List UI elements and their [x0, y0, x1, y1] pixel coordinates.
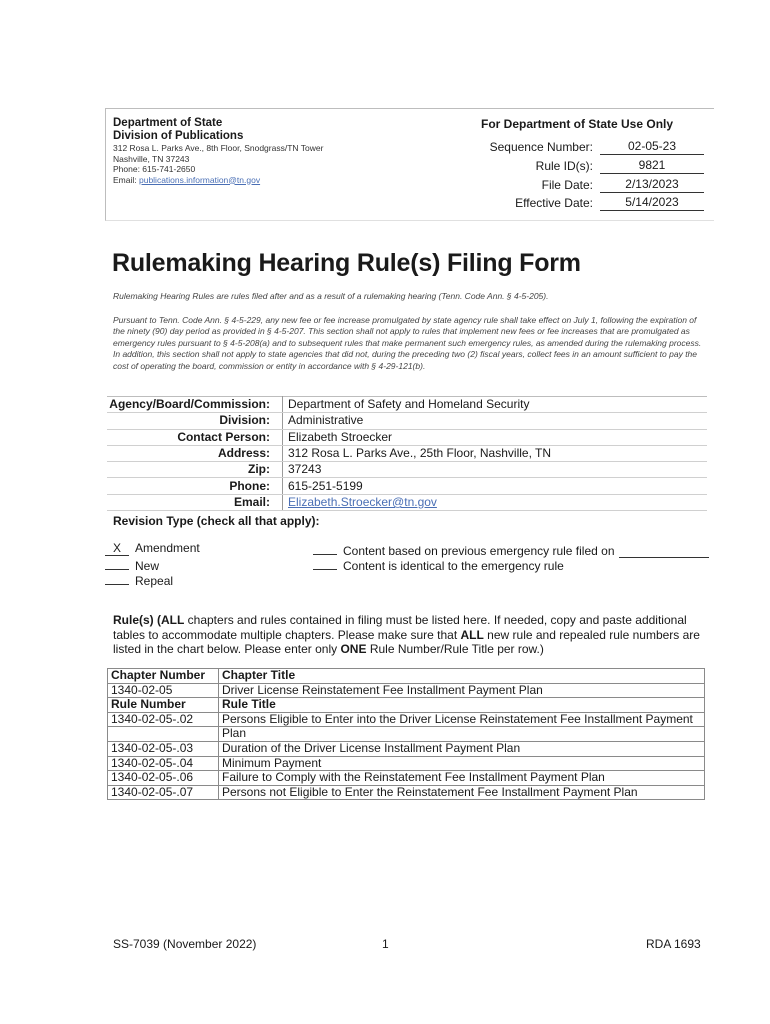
agency-value: Department of Safety and Homeland Security: [283, 397, 708, 413]
zip-label: Zip:: [107, 462, 283, 478]
agency-row: [107, 397, 707, 413]
footer-rda: RDA 1693: [646, 937, 701, 951]
table-row: [108, 785, 705, 800]
contact-label: Contact Person:: [107, 429, 283, 445]
zip-value: 37243: [283, 462, 708, 478]
rule-number-cell: 1340-02-05-.02: [108, 712, 219, 727]
emergency-date-field[interactable]: [619, 545, 709, 558]
content-identical-label: Content is identical to the emergency rule: [343, 559, 564, 573]
form-title: Rulemaking Hearing Rule(s) Filing Form: [112, 249, 581, 277]
sequence-number-label: Sequence Number:: [489, 140, 593, 154]
phone-value: 615-251-5199: [283, 478, 708, 494]
rules-intro-mid-2: new rule and repealed rule numbers are listed in the chart below. Please enter only: [113, 627, 700, 656]
rules-table: [107, 668, 705, 800]
new-label: New: [135, 559, 160, 573]
rule-title-cell: Persons not Eligible to Enter the Reinstatement Fee Installment Payment Plan: [219, 785, 705, 800]
phone-row: [107, 478, 707, 494]
chapter-title-header: Chapter Title: [219, 669, 705, 684]
rules-intro-end: Rule Number/Rule Title per row.): [366, 642, 544, 656]
file-date-row: [430, 176, 705, 194]
amendment-option[interactable]: [105, 541, 200, 556]
email-label-cell: Email:: [107, 494, 283, 510]
state-use-title: For Department of State Use Only: [481, 117, 674, 131]
email-link[interactable]: publications.information@tn.gov: [138, 174, 261, 185]
rule-title-cell: Plan: [219, 727, 705, 742]
rule-title-cell: Minimum Payment: [219, 756, 705, 771]
agency-table: [107, 396, 707, 511]
content-identical-option[interactable]: [313, 556, 564, 573]
phone-label: Phone:: [107, 478, 283, 494]
contact-value: Elizabeth Stroecker: [283, 429, 708, 445]
agency-label: Agency/Board/Commission:: [107, 397, 283, 413]
address-label: Address:: [107, 445, 283, 461]
fee-paragraph: Pursuant to Tenn. Code Ann. § 4-5-229, any new fee or fee increase promulgated by state agency rule shall take effect on July 1, following the expiration of the ninety (90) day period as provided in § 4-5-207. This section shall not apply to rules that implement new fees or fee increases that are promulgated as emergency rules pursuant to § 4-5-208(a) and to subsequent rules that make permanent such emergency rules, as amended during the rulemaking process. In addition, this section shall not apply to state agencies that did not, during the preceding two (2) fiscal years, collect fees in an amount sufficient to pay the cost of operating the board, commission or entity in accordance with § 4-29-121(b).: [113, 315, 702, 371]
rule-title-cell: Failure to Comply with the Reinstatement Fee Installment Payment Plan: [219, 771, 705, 786]
rules-intro-all-2: ALL: [460, 627, 484, 642]
rule-title-cell: Duration of the Driver License Installment Payment Plan: [219, 741, 705, 756]
content-based-label: Content based on previous emergency rule filed on: [343, 544, 615, 558]
table-row: [108, 756, 705, 771]
department-block: [113, 117, 323, 185]
table-row: [108, 712, 705, 727]
department-name: Department of State: [113, 117, 223, 129]
table-row: [108, 771, 705, 786]
address-value: 312 Rosa L. Parks Ave., 25th Floor, Nashville, TN: [283, 445, 708, 461]
content-identical-check[interactable]: [313, 556, 337, 570]
email-row: [107, 494, 707, 510]
email-label: Email:: [113, 174, 139, 185]
new-check[interactable]: [105, 556, 129, 570]
address-line-2: Nashville, TN 37243: [113, 153, 190, 164]
division-row: [107, 413, 707, 429]
rule-id-value: 9821: [600, 158, 704, 174]
table-row: [108, 727, 705, 742]
address-row: [107, 445, 707, 461]
form-subtitle: Rulemaking Hearing Rules are rules filed after and as a result of a rulemaking hearing (Tenn. Code Ann. § 4-5-205).: [113, 291, 549, 301]
rule-number-cell: 1340-02-05-.06: [108, 771, 219, 786]
rule-number-header: Rule Number: [108, 698, 219, 713]
rule-title-cell: Persons Eligible to Enter into the Driver License Reinstatement Fee Installment Payment: [219, 712, 705, 727]
rules-intro-mid-1: chapters and rules contained in filing must be listed here. If needed, copy and paste additional tables to accommodate multiple chapters. Please make sure that: [113, 613, 687, 642]
revision-heading: Revision Type (check all that apply):: [113, 514, 320, 528]
division-value: Administrative: [283, 413, 708, 429]
rule-number-cell: 1340-02-05-.04: [108, 756, 219, 771]
email-value-cell: [283, 494, 708, 510]
rules-intro-all-1: ALL: [161, 613, 185, 627]
footer-page-number: 1: [382, 937, 389, 951]
rule-number-cell: [108, 727, 219, 742]
email-line: [113, 175, 323, 186]
chapter-row: [108, 683, 705, 698]
effective-date-row: [430, 194, 705, 212]
repeal-option[interactable]: [105, 571, 173, 588]
phone-line: Phone: 615-741-2650: [113, 164, 196, 174]
contact-email-link[interactable]: Elizabeth.Stroecker@tn.gov: [288, 494, 437, 509]
file-date-value: 2/13/2023: [600, 177, 704, 193]
division-name: Division of Publications: [113, 130, 244, 142]
chapter-number-cell: 1340-02-05: [108, 683, 219, 698]
address-line-1: 312 Rosa L. Parks Ave., 8th Floor, Snodgrass/TN Tower: [113, 143, 324, 153]
zip-row: [107, 462, 707, 478]
amendment-label: Amendment: [135, 541, 200, 555]
effective-date-value: 5/14/2023: [600, 195, 704, 211]
sequence-number-row: [430, 138, 705, 156]
rules-intro-one: ONE: [340, 642, 367, 656]
repeal-label: Repeal: [135, 574, 174, 588]
contact-row: [107, 429, 707, 445]
file-date-label: File Date:: [541, 178, 593, 192]
rule-header-row: [108, 698, 705, 713]
amendment-check[interactable]: X: [105, 542, 129, 556]
chapter-title-cell: Driver License Reinstatement Fee Installment Payment Plan: [219, 683, 705, 698]
footer-form-number: SS-7039 (November 2022): [113, 937, 257, 951]
rule-id-label: Rule ID(s):: [535, 159, 593, 173]
chapter-header-row: [108, 669, 705, 684]
rules-intro-pre: Rule(s) (: [113, 613, 161, 627]
content-based-check[interactable]: [313, 541, 337, 555]
rule-number-cell: 1340-02-05-.07: [108, 785, 219, 800]
table-row: [108, 741, 705, 756]
chapter-number-header: Chapter Number: [108, 669, 219, 684]
rule-id-row: [430, 157, 705, 175]
repeal-check[interactable]: [105, 571, 129, 585]
effective-date-label: Effective Date:: [515, 196, 593, 210]
division-label: Division:: [107, 413, 283, 429]
sequence-number-value: 02-05-23: [600, 139, 704, 155]
rule-title-header: Rule Title: [219, 698, 705, 713]
rules-intro: [113, 613, 713, 657]
rule-number-cell: 1340-02-05-.03: [108, 741, 219, 756]
